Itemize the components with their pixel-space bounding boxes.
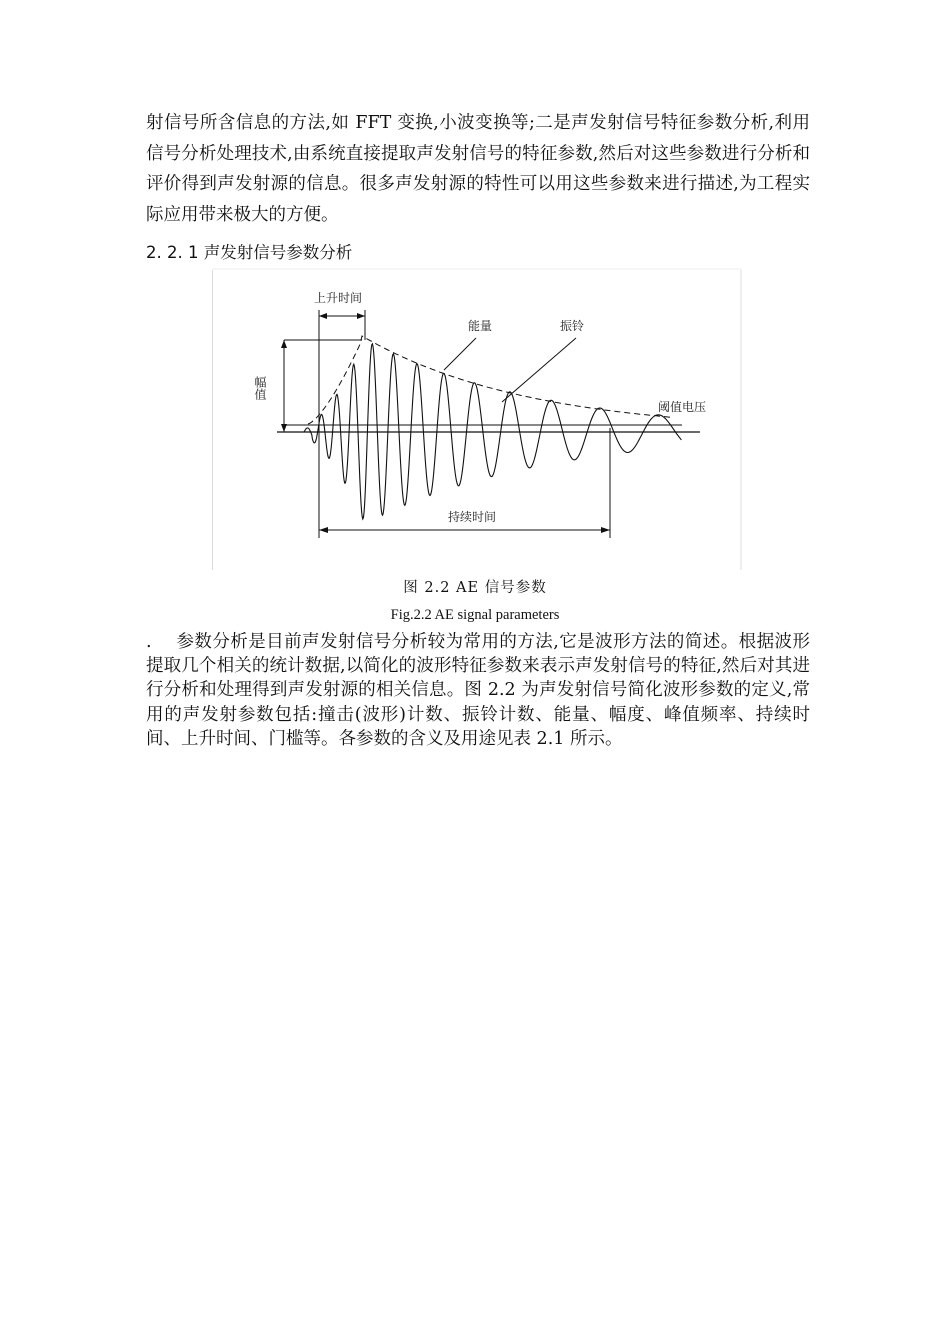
- energy-envelope: [308, 336, 674, 424]
- ae-signal-figure: [212, 268, 742, 572]
- section-heading: 2. 2. 1 声发射信号参数分析: [146, 243, 353, 262]
- ae-waveform-diagram: [212, 268, 742, 572]
- body-paragraph-1: 射信号所含信息的方法,如 FFT 变换,小波变换等;二是声发射信号特征参数分析,利用信号分析处理技术,由系统直接提取声发射信号的特征参数,然后对这些参数进行分析和评价得到声发射源的信息。很多声发射源的特性可以用这些参数来进行描述,为工程实际应用带来极大的方便。: [146, 113, 810, 225]
- amplitude-label: 幅值: [253, 376, 267, 400]
- ringing-label: 振铃: [560, 319, 585, 333]
- figure-caption-english: Fig.2.2 AE signal parameters: [390, 607, 560, 623]
- duration-label: 持续时间: [448, 510, 497, 524]
- threshold-voltage-label: 阈值电压: [658, 400, 707, 414]
- energy-label: 能量: [468, 319, 493, 333]
- rise-time-label: 上升时间: [314, 291, 363, 305]
- body-paragraph-2: [146, 630, 810, 751]
- figure-caption-chinese: 图 2.2 AE 信号参数: [403, 580, 547, 596]
- body-paragraph-2-text: 参数分析是目前声发射信号分析较为常用的方法,它是波形方法的简述。根据波形提取几个相关的统计数据,以简化的波形特征参数来表示声发射信号的特征,然后对其进行分析和处理得到声发射源的相关信息。图 2.2 为声发射信号简化波形参数的定义,常用的声发射参数包括:撞击(波形)计数、振铃计数、能量、幅度、峰值频率、持续时间、上升时间、门槛等。各参数的含义及用途见表 2.1 所示。: [146, 632, 810, 749]
- paragraph-lead-mark: .: [146, 632, 152, 652]
